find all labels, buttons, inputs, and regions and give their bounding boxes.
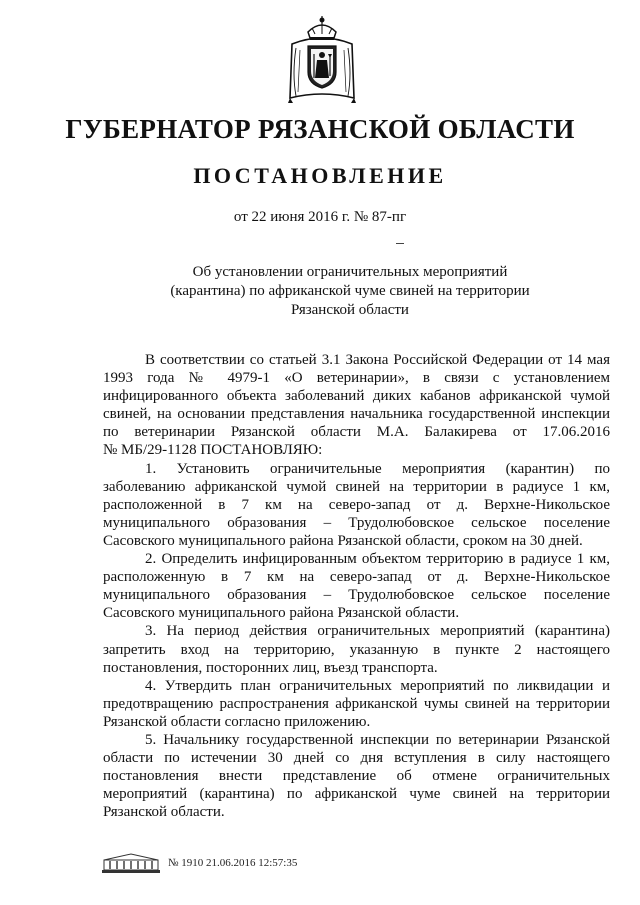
body-line: 2. Определить инфицированным объектом территорию в радиусе 1 км, xyxy=(145,551,610,568)
document-subject xyxy=(160,263,540,320)
document-type: ПОСТАНОВЛЕНИЕ xyxy=(193,163,447,188)
body-line: области по истечении 30 дней со дня вступления в силу настоящего xyxy=(103,750,610,767)
body-line: муниципального образования – Трудолюбовское сельское поселение xyxy=(103,587,610,604)
body-line: расположенной в 7 км на северо-запад от д. Верхне-Никольское xyxy=(103,496,610,513)
body-line: мероприятий (карантина) по африканской чуме свиней на территории xyxy=(103,786,610,803)
body-line: Сасовского муниципального района Рязанской области, сроком на 30 дней. xyxy=(103,532,583,549)
body-line: предотвращению распространения африканской чумы свиней на территории xyxy=(103,695,610,712)
document-date-number: от 22 июня 2016 г. № 87-пг xyxy=(233,209,407,225)
building-stamp-icon xyxy=(100,852,162,874)
body-line: инфицированного объекта заболеваний диких кабанов африканской чумой xyxy=(103,388,610,405)
divider-mark xyxy=(396,243,404,244)
subject-line: Об установлении ограничительных мероприятий xyxy=(192,264,508,280)
body-line: расположенную в 7 км на северо-запад от д. Верхне-Никольское xyxy=(103,569,610,586)
body-line: Сасовского муниципального района Рязанской области. xyxy=(103,605,460,622)
registration-footer xyxy=(100,852,360,876)
body-line: № МБ/29-1128 ПОСТАНОВЛЯЮ: xyxy=(103,442,323,459)
body-line: свиней, на основании представления начальника государственной инспекции xyxy=(103,406,610,423)
body-line: В соответствии со статьей 3.1 Закона Российской Федерации от 14 мая xyxy=(145,352,610,368)
body-line: постановления, посторонних лиц, въезд транспорта. xyxy=(103,659,438,676)
body-line: 5. Начальнику государственной инспекции по ветеринарии Рязанской xyxy=(145,731,610,748)
body-line: муниципального образования – Трудолюбовское сельское поселение xyxy=(103,514,610,531)
subject-line: Рязанской области xyxy=(291,302,409,318)
body-line: 1. Установить ограничительные мероприятия (карантин) по xyxy=(145,460,610,477)
authority-title: ГУБЕРНАТОР РЯЗАНСКОЙ ОБЛАСТИ xyxy=(65,114,575,144)
body-line: по ветеринарии Рязанской области М.А. Балакирева от 17.06.2016 xyxy=(103,424,610,441)
body-line: заболеванию африканской чумой свиней на территории в радиусе 1 км, xyxy=(103,478,610,495)
subject-line: (карантина) по африканской чуме свиней на территории xyxy=(170,283,530,299)
body-line: 3. На период действия ограничительных мероприятий (карантина) xyxy=(145,623,610,640)
body-line: 4. Утвердить план ограничительных мероприятий по ликвидации и xyxy=(145,677,610,694)
registration-number: № 1910 21.06.2016 12:57:35 xyxy=(168,857,298,869)
body-line: запретить вход на территорию, указанную в пункте 2 настоящего xyxy=(103,641,610,658)
coat-of-arms-emblem-icon xyxy=(284,14,360,104)
body-line: Рязанской области согласно приложению. xyxy=(103,713,371,730)
document-body xyxy=(103,351,610,821)
body-line: постановления внести представление об отмене ограничительных xyxy=(103,768,610,785)
body-line: Рязанской области. xyxy=(103,804,225,821)
body-line: 1993 года № 4979-1 «О ветеринарии», в связи с установлением xyxy=(103,370,610,387)
